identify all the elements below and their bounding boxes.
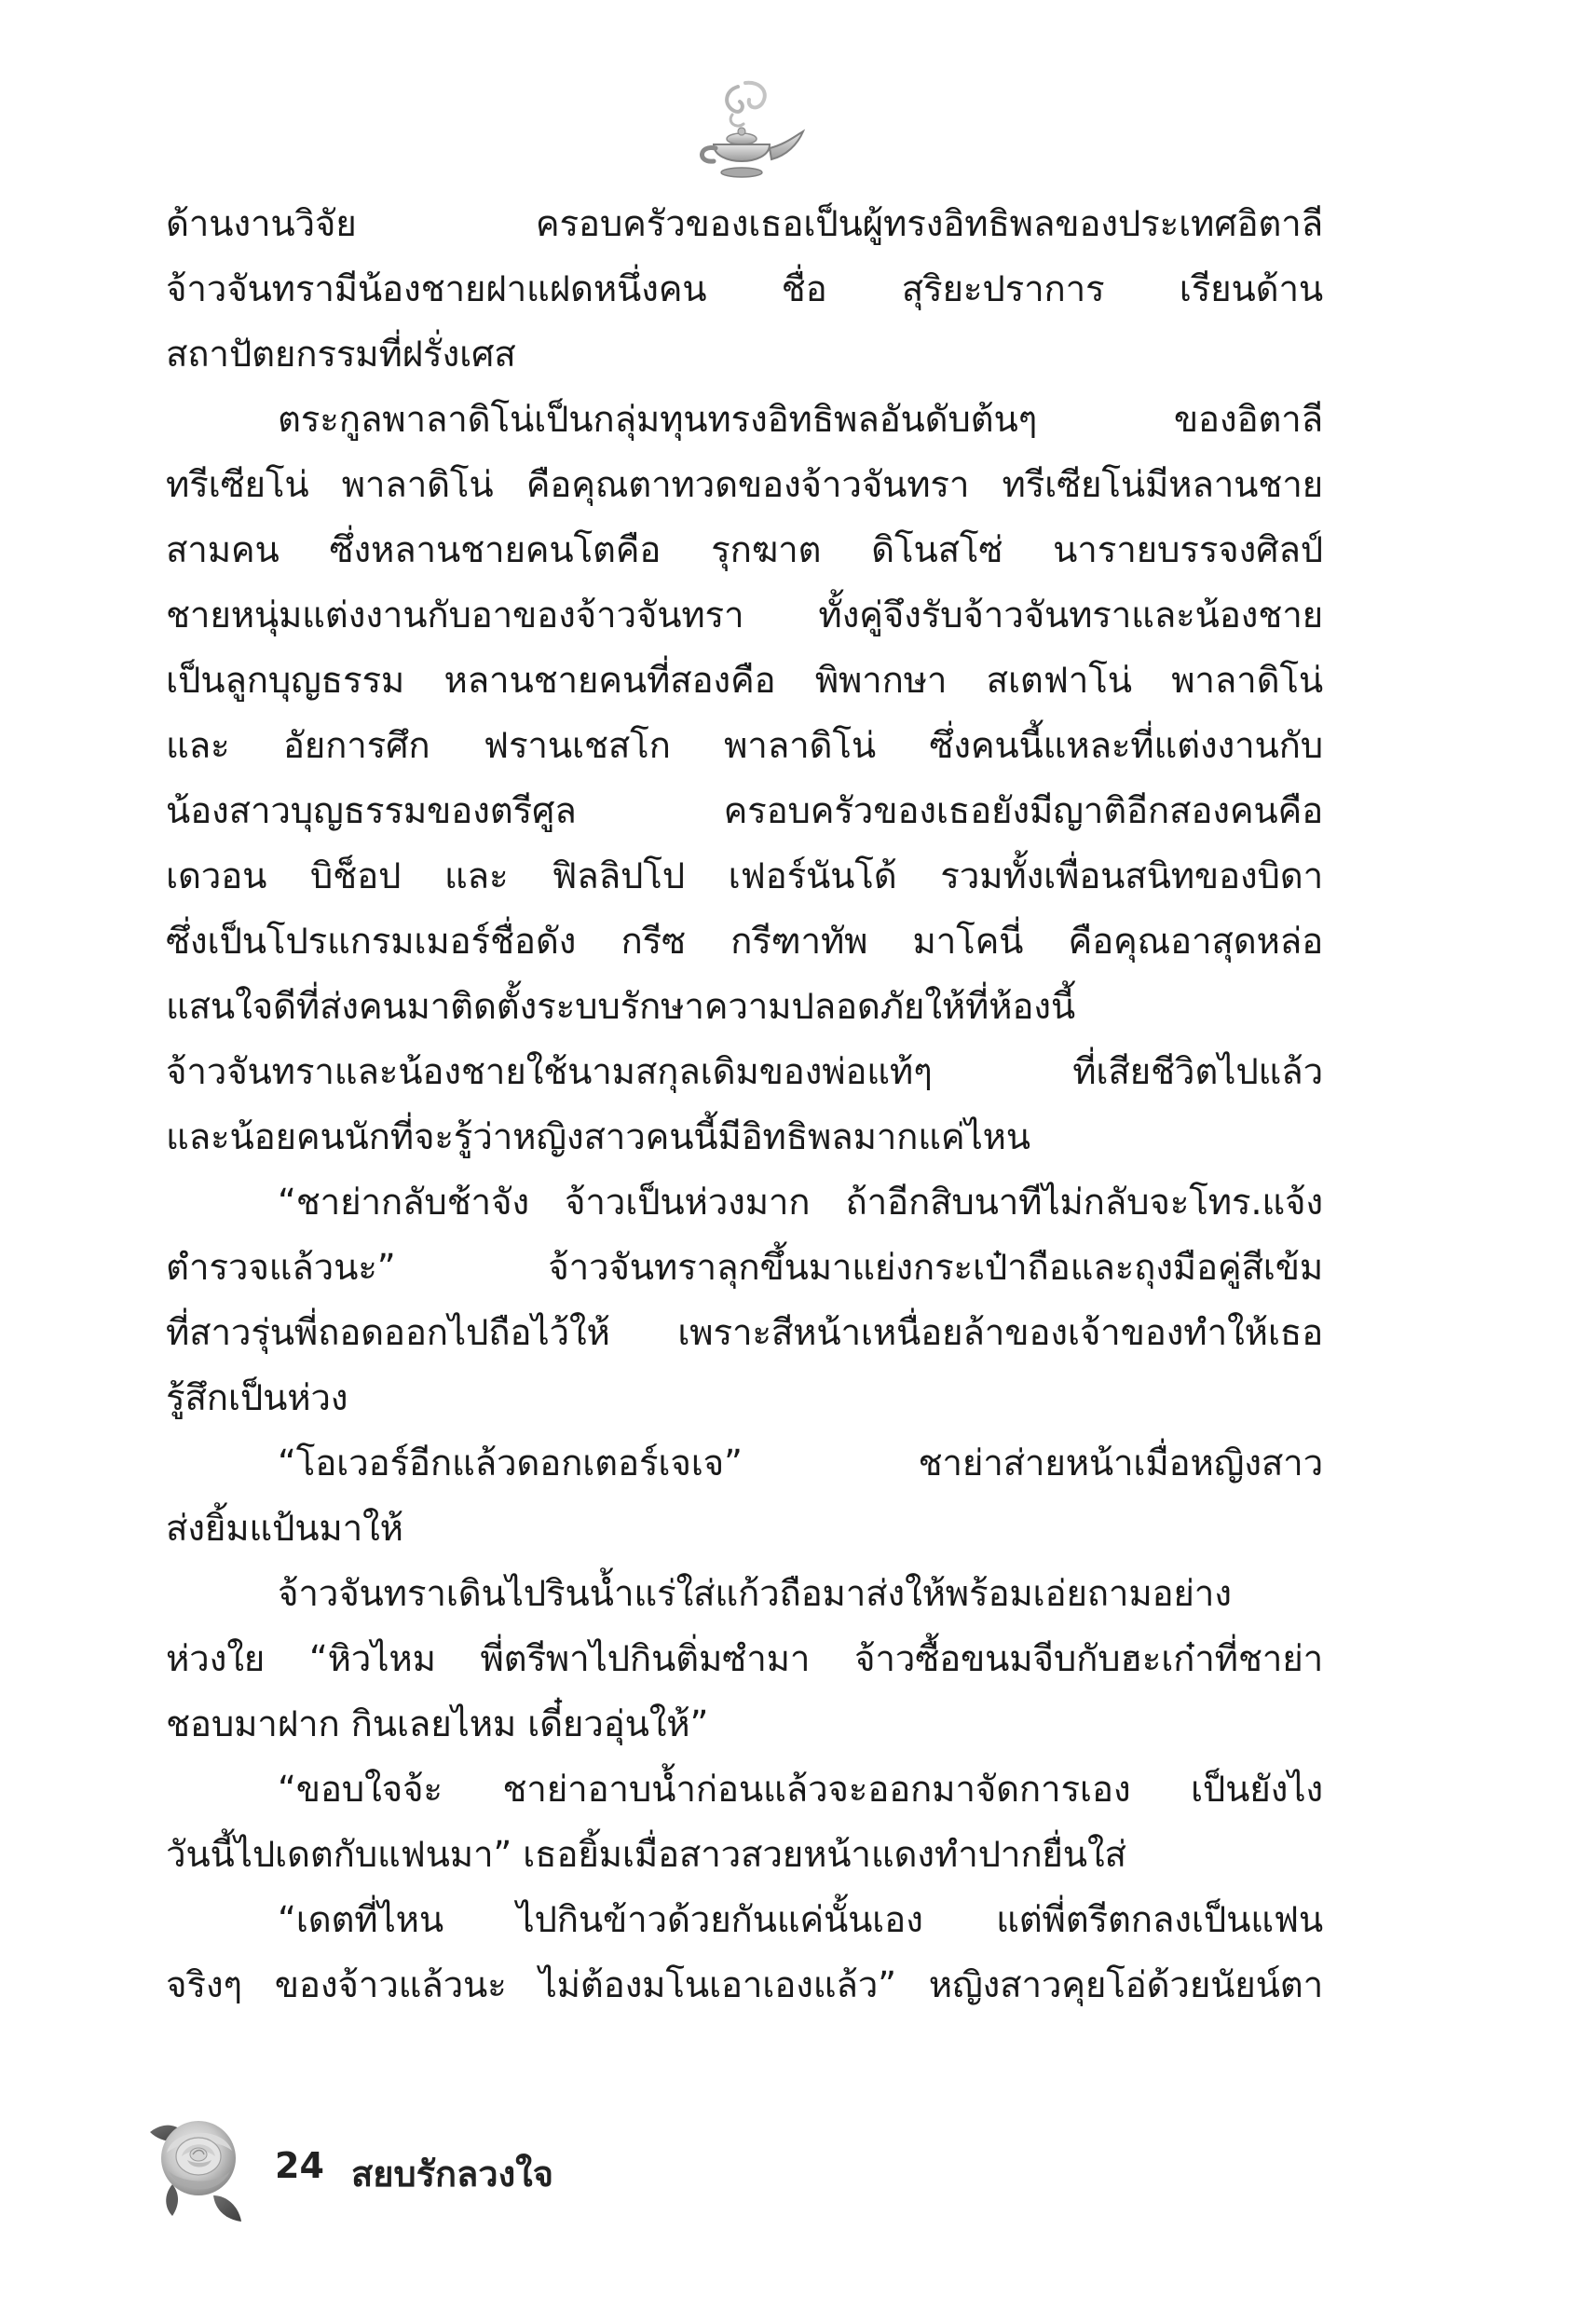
page-number: 24 bbox=[275, 2145, 324, 2186]
text-line: ตระกูลพาลาดิโน่เป็นกลุ่มทุนทรงอิทธิพลอันดับต้นๆ ของอิตาลี bbox=[278, 399, 1323, 441]
text-line: ชายหนุ่มแต่งงานกับอาของจ้าวจันทรา ทั้งคู่จึงรับจ้าวจันทราและน้องชาย bbox=[166, 595, 1323, 636]
body-text bbox=[166, 192, 1323, 2018]
page-footer bbox=[135, 2106, 787, 2227]
text-line: ทรีเซียโน่ พาลาดิโน่ คือคุณตาทวดของจ้าวจันทรา ทรีเซียโน่มีหลานชาย bbox=[166, 464, 1323, 506]
text-line: สถาปัตยกรรมที่ฝรั่งเศส bbox=[166, 334, 516, 376]
text-line: ด้านงานวิจัย ครอบครัวของเธอเป็นผู้ทรงอิทธิพลของประเทศอิตาลี bbox=[166, 203, 1323, 245]
text-line: ซึ่งเป็นโปรแกรมเมอร์ชื่อดัง กรีซ กรีฑาทัพ มาโคนี่ คือคุณอาสุดหล่อ bbox=[166, 921, 1323, 963]
text-line: ส่งยิ้มแป้นมาให้ bbox=[166, 1508, 403, 1550]
text-line: ห่วงใย “หิวไหม พี่ตรีพาไปกินติ่มซำมา จ้าวซื้อขนมจีบกับฮะเก๋าที่ชาย่า bbox=[166, 1638, 1323, 1680]
text-line: “โอเวอร์อีกแล้วดอกเตอร์เจเจ” ชาย่าส่ายหน้าเมื่อหญิงสาว bbox=[278, 1443, 1323, 1484]
text-line: เดวอน บิช็อป และ ฟิลลิปโป เฟอร์นันโด้ รวมทั้งเพื่อนสนิทของบิดา bbox=[166, 855, 1323, 897]
text-line: จ้าวจันทราและน้องชายใช้นามสกุลเดิมของพ่อแท้ๆ ที่เสียชีวิตไปแล้ว bbox=[166, 1051, 1323, 1093]
text-line: “เดตที่ไหน ไปกินข้าวด้วยกันแค่นั้นเอง แต่พี่ตรีตกลงเป็นแฟน bbox=[278, 1899, 1323, 1941]
teapot-lamp-ornament-icon bbox=[680, 79, 811, 196]
text-line: ชอบมาฝาก กินเลยไหม เดี๋ยวอุ่นให้” bbox=[166, 1703, 709, 1745]
text-line: และน้อยคนนักที่จะรู้ว่าหญิงสาวคนนี้มีอิทธิพลมากแค่ไหน bbox=[166, 1116, 1030, 1158]
text-line: น้องสาวบุญธรรมของตรีศูล ครอบครัวของเธอยังมีญาติอีกสองคนคือ bbox=[166, 790, 1323, 832]
text-line: รู้สึกเป็นห่วง bbox=[166, 1377, 348, 1419]
text-line: จ้าวจันทรามีน้องชายฝาแฝดหนึ่งคน ชื่อ สุริยะปราการ เรียนด้าน bbox=[166, 268, 1323, 310]
text-line: จ้าวจันทราเดินไปรินน้ำแร่ใส่แก้วถือมาส่งให้พร้อมเอ่ยถามอย่าง bbox=[278, 1573, 1232, 1615]
text-line: สามคน ซึ่งหลานชายคนโตคือ รุกฆาต ดิโนสโซ่ นารายบรรจงศิลป์ bbox=[166, 529, 1323, 571]
rose-icon bbox=[144, 2106, 266, 2227]
text-line: วันนี้ไปเดตกับแฟนมา” เธอยิ้มเมื่อสาวสวยหน้าแดงทำปากยื่นใส่ bbox=[166, 1834, 1126, 1876]
text-line: เป็นลูกบุญธรรม หลานชายคนที่สองคือ พิพากษา สเตฟาโน่ พาลาดิโน่ bbox=[166, 660, 1323, 702]
text-line: “ขอบใจจ้ะ ชาย่าอาบน้ำก่อนแล้วจะออกมาจัดการเอง เป็นยังไง bbox=[278, 1769, 1323, 1811]
text-line: แสนใจดีที่ส่งคนมาติดตั้งระบบรักษาความปลอดภัยให้ที่ห้องนี้ bbox=[166, 986, 1076, 1028]
text-line: ที่สาวรุ่นพี่ถอดออกไปถือไว้ให้ เพราะสีหน้าเหนื่อยล้าของเจ้าของทำให้เธอ bbox=[166, 1312, 1323, 1354]
text-line: “ชาย่ากลับช้าจัง จ้าวเป็นห่วงมาก ถ้าอีกสิบนาทีไม่กลับจะโทร.แจ้ง bbox=[278, 1182, 1323, 1224]
book-title: สยบรักลวงใจ bbox=[351, 2154, 553, 2195]
text-line: ตำรวจแล้วนะ” จ้าวจันทราลุกขึ้นมาแย่งกระเป๋าถือและถุงมือคู่สีเข้ม bbox=[166, 1247, 1323, 1289]
text-line: จริงๆ ของจ้าวแล้วนะ ไม่ต้องมโนเอาเองแล้ว” หญิงสาวคุยโอ่ด้วยนัยน์ตา bbox=[166, 1964, 1323, 2006]
text-line: และ อัยการศึก ฟรานเชสโก พาลาดิโน่ ซึ่งคนนี้แหละที่แต่งงานกับ bbox=[166, 725, 1323, 767]
